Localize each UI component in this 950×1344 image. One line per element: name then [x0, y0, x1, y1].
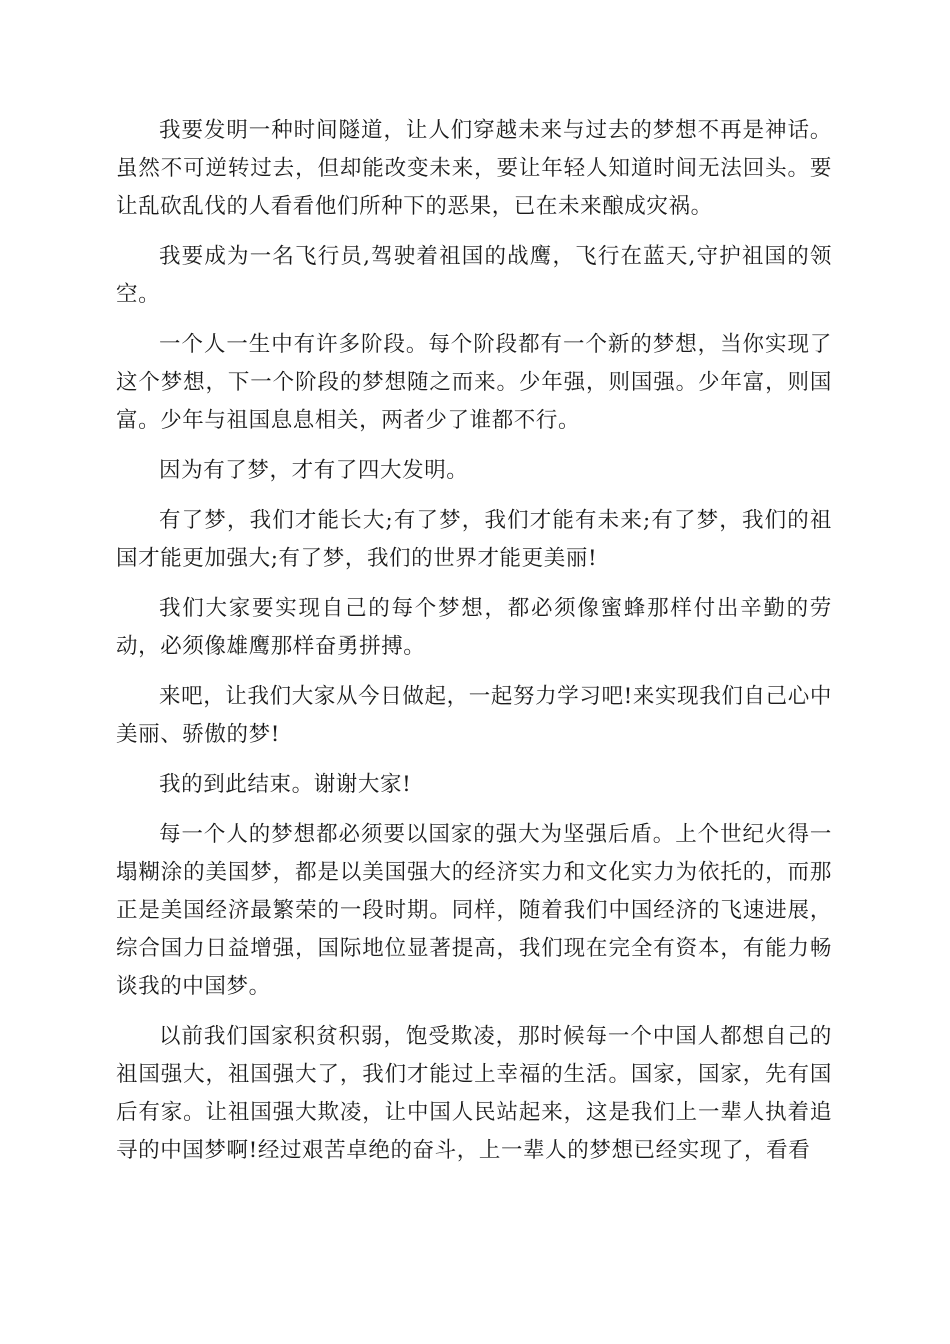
paragraph-9: 每一个人的梦想都必须要以国家的强大为坚强后盾。上个世纪火得一塌糊涂的美国梦，都是以美国强大的经济实力和文化实力为依托的，而那正是美国经济最繁荣的一段时期。同样，随着我们中国经济的飞速进展，综合国力日益增强，国际地位显著提高，我们现在完全有资本，有能力畅谈我的中国梦。: [116, 822, 832, 999]
paragraph-2: 我要成为一名飞行员,驾驶着祖国的战鹰，飞行在蓝天,守护祖国的领空。: [116, 244, 832, 307]
paragraph-7: 来吧，让我们大家从今日做起，一起努力学习吧!来实现我们自己心中美丽、骄傲的梦!: [116, 684, 832, 747]
paragraph-5: 有了梦，我们才能长大;有了梦，我们才能有未来;有了梦，我们的祖国才能更加强大;有了梦，我们的世界才能更美丽!: [116, 508, 832, 571]
paragraph-10: 以前我们国家积贫积弱，饱受欺凌，那时候每一个中国人都想自己的祖国强大，祖国强大了，我们才能过上幸福的生活。国家，国家，先有国后有家。让祖国强大欺凌，让中国人民站起来，这是我们上一辈人执着追寻的中国梦啊!经过艰苦卓绝的奋斗，上一辈人的梦想已经实现了，看看: [116, 1024, 832, 1163]
paragraph-6: 我们大家要实现自己的每个梦想，都必须像蜜蜂那样付出辛勤的劳动，必须像雄鹰那样奋勇拼搏。: [116, 596, 832, 659]
paragraph-3: 一个人一生中有许多阶段。每个阶段都有一个新的梦想，当你实现了这个梦想，下一个阶段的梦想随之而来。少年强，则国强。少年富，则国富。少年与祖国息息相关，两者少了谁都不行。: [116, 332, 832, 433]
document-body: [116, 112, 832, 1182]
paragraph-1: 我要发明一种时间隧道，让人们穿越未来与过去的梦想不再是神话。虽然不可逆转过去，但却能改变未来，要让年轻人知道时间无法回头。要让乱砍乱伐的人看看他们所种下的恶果，已在未来酿成灾祸。: [116, 118, 832, 219]
paragraph-8: 我的到此结束。谢谢大家!: [159, 772, 412, 797]
paragraph-4: 因为有了梦，才有了四大发明。: [159, 458, 469, 483]
